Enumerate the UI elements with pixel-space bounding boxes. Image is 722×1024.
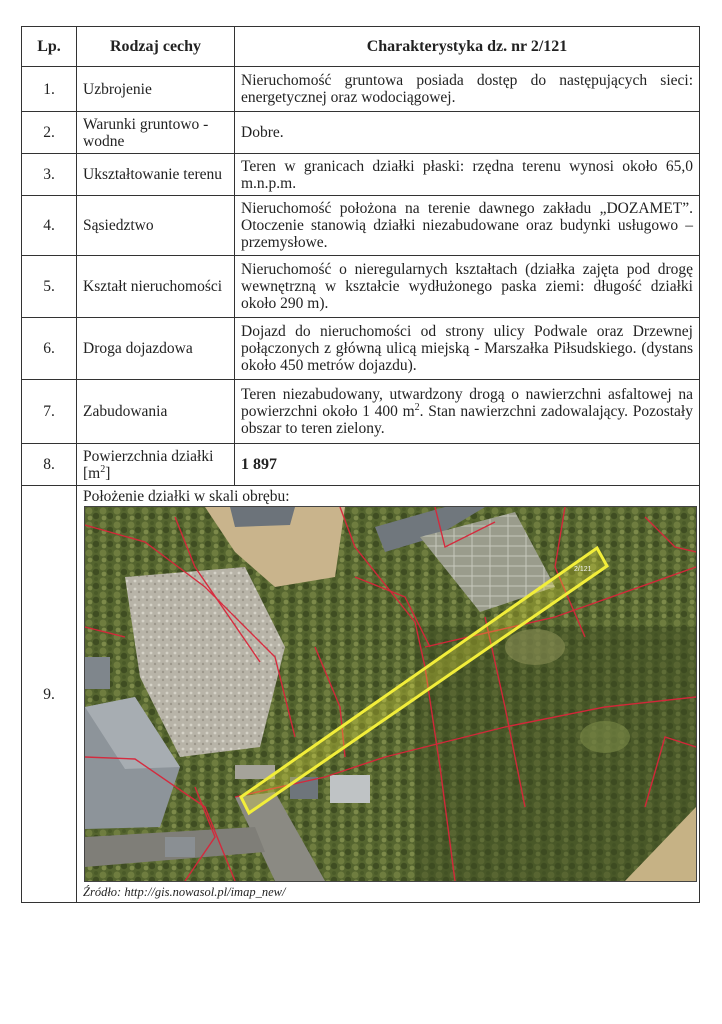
row-feature xyxy=(77,444,235,486)
table-row xyxy=(22,196,700,256)
row-description-text: Teren niezabudowany, utwardzony drogą o nawierzchni asfaltowej na powierzchni około 1 400 m xyxy=(241,386,693,420)
row-description: Nieruchomość położona na terenie dawnego zakładu „DOZAMET”. Otoczenie stanowią działki niezabudowane oraz budynki usługowo – przemysłowe. xyxy=(235,196,700,256)
table-row xyxy=(22,318,700,380)
row-number: 5. xyxy=(22,256,77,318)
row-number: 2. xyxy=(22,112,77,154)
header-characteristic: Charakterystyka dz. nr 2/121 xyxy=(235,27,700,67)
table-row-map xyxy=(22,486,700,903)
row-description-text-end: . Stan nawierzchni zadowalający. Pozostały obszar to teren zielony. xyxy=(241,403,693,437)
header-lp: Lp. xyxy=(22,27,77,67)
row-description: Teren w granicach działki płaski: rzędna terenu wynosi około 65,0 m.n.p.m. xyxy=(235,154,700,196)
parcel-label: 2/121 xyxy=(574,566,592,573)
map-title: Położenie działki w skali obrębu: xyxy=(83,488,290,505)
header-feature: Rodzaj cechy xyxy=(77,27,235,67)
row-feature: Warunki gruntowo - wodne xyxy=(77,112,235,154)
row-number: 4. xyxy=(22,196,77,256)
row-number: 1. xyxy=(22,67,77,112)
superscript: 2 xyxy=(414,401,420,413)
row-feature: Kształt nieruchomości xyxy=(77,256,235,318)
row-feature-text: Powierzchnia działki [m xyxy=(83,447,214,482)
row-number: 9. xyxy=(22,486,77,903)
row-description: Dobre. xyxy=(235,112,700,154)
row-number: 3. xyxy=(22,154,77,196)
area-value: 1 897 xyxy=(235,444,700,486)
aerial-map xyxy=(84,506,697,882)
row-number: 6. xyxy=(22,318,77,380)
row-feature: Ukształtowanie terenu xyxy=(77,154,235,196)
table-row xyxy=(22,256,700,318)
aerial-map-image xyxy=(85,507,696,881)
table-row xyxy=(22,444,700,486)
row-feature: Zabudowania xyxy=(77,380,235,444)
table-row xyxy=(22,154,700,196)
table-row xyxy=(22,112,700,154)
row-number: 7. xyxy=(22,380,77,444)
row-description: Nieruchomość o nieregularnych kształtach (działka zajęta pod drogę wewnętrzną w kształcie wydłużonego paska ziemi: długość działki około 290 m). xyxy=(235,256,700,318)
superscript: 2 xyxy=(100,463,106,475)
map-source: Źródło: http://gis.nowasol.pl/imap_new/ xyxy=(83,885,286,899)
bracket-close: ] xyxy=(105,464,111,482)
table-row xyxy=(22,380,700,444)
row-description xyxy=(235,380,700,444)
row-feature: Sąsiedztwo xyxy=(77,196,235,256)
row-number: 8. xyxy=(22,444,77,486)
table-row xyxy=(22,67,700,112)
row-description: Dojazd do nieruchomości od strony ulicy Podwale oraz Drzewnej połączonych z główną ulicą miejską - Marszałka Piłsudskiego. (dystans około 450 metrów dojazdu). xyxy=(235,318,700,380)
row-feature: Droga dojazdowa xyxy=(77,318,235,380)
table-header-row xyxy=(22,27,700,67)
map-cell xyxy=(77,486,700,903)
row-feature: Uzbrojenie xyxy=(77,67,235,112)
row-description: Nieruchomość gruntowa posiada dostęp do następujących sieci: energetycznej oraz wodociągowej. xyxy=(235,67,700,112)
characteristics-table xyxy=(21,26,700,903)
